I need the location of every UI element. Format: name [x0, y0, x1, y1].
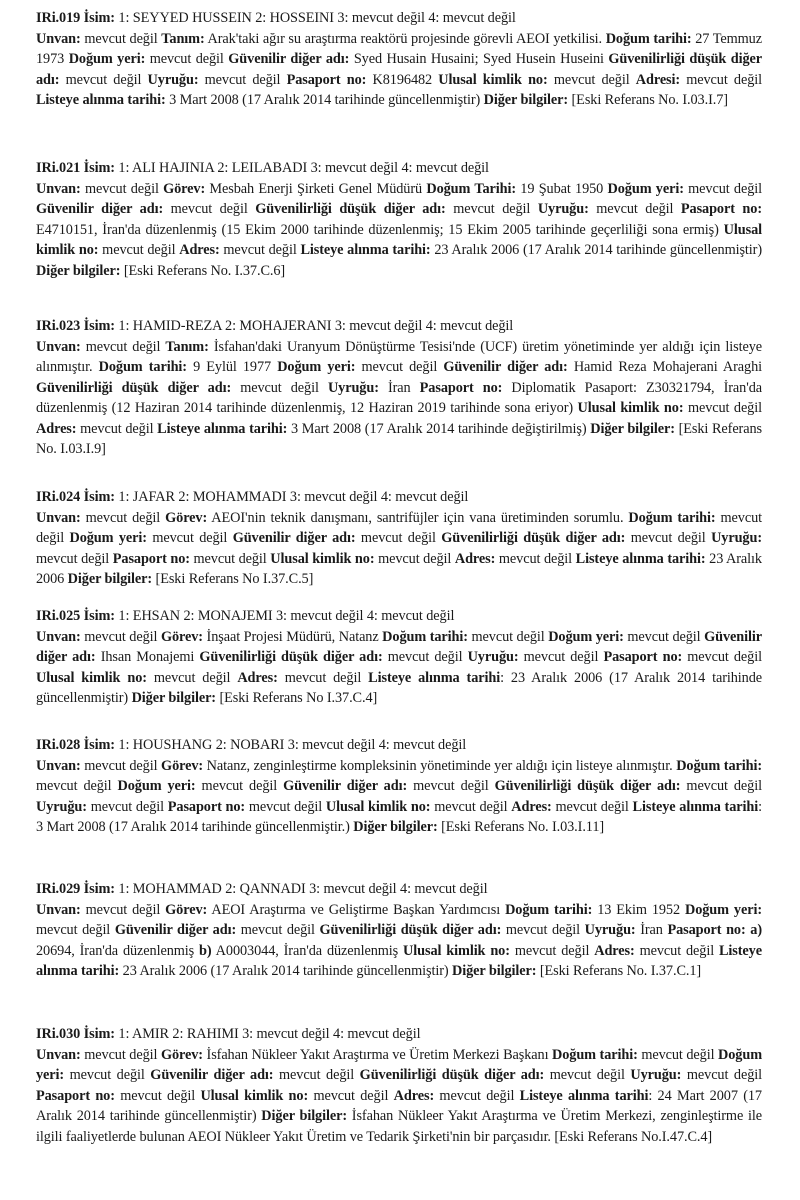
field-label: Adresi: [635, 71, 681, 88]
entry-heading [36, 8, 762, 29]
field-label: Listeye alınma tarihi [519, 1087, 649, 1104]
field-label: Tanım: [161, 30, 205, 47]
field-value: mevcut değil [637, 1046, 719, 1063]
field-label: Pasaport no: [680, 201, 762, 217]
field-value: 9 Eylül 1977 [186, 359, 278, 375]
field-label: IRi.025 İsim: [36, 608, 115, 624]
entry-iri-023 [36, 316, 762, 460]
field-value: 1: JAFAR 2: MOHAMMADI 3: mevcut değil 4: mevcut değil [114, 489, 469, 505]
entry-body [36, 627, 762, 709]
field-label: Listeye alınma tarihi: [300, 242, 431, 258]
field-value: mevcut değil [80, 628, 161, 645]
field-value: mevcut değil [467, 628, 549, 645]
field-value: mevcut değil [231, 379, 328, 396]
field-label: Ulusal kimlik no: [270, 550, 375, 567]
field-label: Görev: [163, 180, 206, 197]
field-value: İsfahan Nükleer Yakıt Araştırma ve Üretim Merkezi, zenginleştirme ile ilgili faaliyetlerde bulunan AEOI Nükleer Yakıt Üretim ve Tedarik Şirketi'nin bir parçasıdır. [Eski Referans No.I.47.C.4] [36, 1108, 762, 1145]
entry-heading [36, 606, 762, 627]
field-label: Güvenilir diğer adı: [232, 530, 356, 546]
field-label: Unvan: [36, 509, 81, 526]
field-value: mevcut değil [680, 71, 762, 88]
field-value: 19 Şubat 1950 [516, 180, 608, 197]
field-label: Unvan: [36, 901, 81, 918]
field-label: Güvenilirliği düşük diğer adı: [494, 778, 681, 794]
field-label: Güvenilir diğer adı: [36, 201, 164, 217]
field-label: Diğer bilgiler: [131, 690, 216, 706]
field-label: Diğer bilgiler: [590, 420, 675, 437]
field-label: Güvenilirliği düşük diğer adı: [199, 649, 383, 665]
entry-iri-028 [36, 735, 762, 838]
field-label: Listeye alınma tarihi [632, 798, 759, 815]
field-label: Adres: [393, 1087, 435, 1104]
field-value: AEOI Araştırma ve Geliştirme Başkan Yardımcısı [207, 901, 506, 918]
field-label: IRi.030 İsim: [36, 1026, 115, 1042]
entry-body [36, 337, 762, 460]
field-label: Unvan: [36, 180, 81, 197]
field-value: mevcut değil [509, 942, 595, 959]
field-value: mevcut değil [86, 798, 168, 815]
field-value: Hamid Reza Mohajerani Araghi [567, 359, 763, 375]
field-value: 20694, İran'da düzenlenmiş [36, 942, 200, 959]
field-label: IRi.019 İsim: [36, 10, 115, 26]
field-value: mevcut değil [382, 649, 468, 665]
field-label: Listeye alınma tarihi: [575, 550, 706, 567]
field-value: mevcut değil [374, 550, 455, 567]
field-label: Görev: [161, 757, 204, 774]
field-label: Doğum yeri: [68, 51, 146, 67]
field-value: 1: SEYYED HUSSEIN 2: HOSSEINI 3: mevcut değil 4: mevcut değil [114, 10, 516, 26]
field-label: Güvenilirliği düşük diğer adı: [36, 379, 232, 396]
field-label: IRi.021 İsim: [36, 160, 115, 176]
field-label: Güvenilirliği düşük diğer adı: [36, 51, 763, 88]
field-value: mevcut değil [430, 798, 512, 815]
field-value: [Eski Referans No. I.03.I.9] [36, 420, 762, 457]
field-value: İran [378, 379, 420, 396]
field-label: Ulusal kimlik no: [438, 71, 548, 88]
entry-iri-025 [36, 606, 762, 709]
field-label: Adres: [36, 420, 77, 437]
field-value: mevcut değil [80, 338, 166, 355]
field-label: Uyruğu: [327, 379, 379, 396]
field-label: Güvenilirliği düşük diğer adı: [441, 530, 626, 546]
field-value: mevcut değil [547, 71, 636, 88]
field-value: İnşaat Projesi Müdürü, Natanz [202, 628, 383, 645]
field-value: mevcut değil [273, 1067, 360, 1083]
field-value: mevcut değil [146, 530, 233, 546]
field-value: mevcut değil [80, 509, 166, 526]
field-value: mevcut değil [434, 1087, 520, 1104]
field-value: A0003044, İran'da düzenlenmiş [211, 942, 404, 959]
field-label: Pasaport no: [286, 71, 367, 88]
field-value: Diplomatik Pasaport: Z30321794, İran'da düzenlenmiş (12 Haziran 2014 tarihinde düzenlenmiş, 12 Haziran 2019 tarihinde sona eriyor) [36, 379, 762, 416]
field-value: Mesbah Enerji Şirketi Genel Müdürü [205, 180, 427, 197]
field-value: Arak'taki ağır su araştırma reaktörü projesinde görevli AEOI yetkilisi. [204, 30, 606, 47]
field-value: mevcut değil [277, 669, 369, 686]
entry-body [36, 756, 762, 838]
field-value: mevcut değil [219, 242, 301, 258]
field-label: Unvan: [36, 30, 81, 47]
field-value: mevcut değil [114, 1087, 201, 1104]
field-label: Pasaport no: [36, 1087, 115, 1104]
field-value: 23 Aralık 2006 [36, 550, 762, 587]
field-label: a) [750, 922, 762, 938]
field-label: Doğum yeri: [548, 628, 624, 645]
entry-iri-021 [36, 158, 762, 281]
field-label: Diğer bilgiler: [67, 571, 153, 587]
field-label: Uyruğu: [467, 649, 519, 665]
field-value: mevcut değil [544, 1067, 631, 1083]
field-label: IRi.028 İsim: [36, 737, 115, 753]
field-value: mevcut değil [36, 922, 115, 938]
field-value: Syed Husain Husaini; Syed Husein Huseini [349, 51, 609, 67]
field-value: mevcut değil [36, 550, 113, 567]
field-value: : 24 Mart 2007 (17 Aralık 2014 tarihinde güncellenmiştir) [36, 1087, 762, 1124]
field-value: 23 Aralık 2006 (17 Aralık 2014 tarihinde güncellenmiştir) [119, 963, 452, 979]
field-value: 1: ALI HAJINIA 2: LEILABADI 3: mevcut değil 4: mevcut değil [114, 160, 489, 176]
field-value: [Eski Referans No. I.37.C.1] [536, 963, 702, 979]
field-value: 1: HAMID-REZA 2: MOHAJERANI 3: mevcut değil 4: mevcut değil [114, 318, 514, 334]
field-label: Adres: [594, 942, 635, 959]
field-value: mevcut değil [355, 359, 444, 375]
field-value: [Eski Referans No. I.03.I.11] [437, 819, 605, 835]
field-value: 1: MOHAMMAD 2: QANNADI 3: mevcut değil 4: mevcut değil [114, 881, 488, 897]
field-value: 1: HOUSHANG 2: NOBARI 3: mevcut değil 4: mevcut değil [114, 737, 467, 753]
field-value: mevcut değil [36, 509, 762, 546]
entry-iri-024 [36, 487, 762, 590]
field-label: IRi.029 İsim: [36, 881, 115, 897]
field-value: mevcut değil [36, 778, 118, 794]
entry-body [36, 1045, 762, 1148]
field-value: mevcut değil [59, 71, 148, 88]
field-value: mevcut değil [80, 1046, 161, 1063]
field-label: Güvenilir diğer adı: [114, 922, 237, 938]
field-value: E4710151, İran'da düzenlenmiş (15 Ekim 2000 tarihinde düzenlenmiş; 15 Ekim 2005 tarihinde geçerliliği sona ermiş) [36, 221, 724, 238]
field-value: mevcut değil [76, 420, 158, 437]
entry-heading [36, 1024, 762, 1045]
field-value: mevcut değil [683, 180, 762, 197]
field-label: Güvenilirliği düşük diğer adı: [359, 1067, 545, 1083]
field-label: Ulusal kimlik no: [36, 669, 147, 686]
entry-iri-029 [36, 879, 762, 982]
field-value: mevcut değil [146, 669, 238, 686]
field-label: Uyruğu: [711, 530, 762, 546]
field-label: Doğum tarihi: [676, 757, 762, 774]
field-value: 1: EHSAN 2: MONAJEMI 3: mevcut değil 4: mevcut değil [114, 608, 455, 624]
field-label: Doğum tarihi: [552, 1046, 638, 1063]
field-value: Ihsan Monajemi [95, 649, 200, 665]
field-value: mevcut değil [198, 71, 287, 88]
field-value: mevcut değil [163, 201, 256, 217]
entry-iri-030 [36, 1024, 762, 1147]
entry-heading [36, 735, 762, 756]
field-label: Uyruğu: [537, 201, 589, 217]
field-value: mevcut değil [623, 628, 705, 645]
field-label: Doğum yeri: [684, 901, 763, 918]
field-label: Güvenilir diğer adı: [283, 778, 408, 794]
field-label: Doğum tarihi: [505, 901, 593, 918]
field-label: Görev: [160, 628, 203, 645]
field-value: mevcut değil [195, 778, 284, 794]
entry-iri-019 [36, 8, 762, 111]
field-value: K8196482 [366, 71, 439, 88]
field-value: mevcut değil [682, 649, 762, 665]
field-label: b) [199, 942, 212, 959]
entry-body [36, 508, 762, 590]
field-value: mevcut değil [551, 798, 633, 815]
field-value: mevcut değil [625, 530, 712, 546]
field-label: Unvan: [36, 757, 81, 774]
entry-heading [36, 487, 762, 508]
field-label: Doğum yeri: [607, 180, 684, 197]
field-value: mevcut değil [189, 550, 271, 567]
field-value: : 3 Mart 2008 (17 Aralık 2014 tarihinde güncellenmiştir.) [36, 798, 762, 835]
field-label: Görev: [165, 509, 208, 526]
field-value: mevcut değil [98, 242, 180, 258]
field-label: Doğum yeri: [69, 530, 147, 546]
field-value: mevcut değil [145, 51, 229, 67]
field-value: 27 Temmuz 1973 [36, 30, 762, 67]
field-value: [Eski Referans No I.37.C.4] [215, 690, 378, 706]
field-label: Pasaport no: [603, 649, 683, 665]
field-value: mevcut değil [495, 550, 576, 567]
field-value: 13 Ekim 1952 [592, 901, 685, 918]
entry-heading [36, 158, 762, 179]
field-value: mevcut değil [355, 530, 442, 546]
field-label: Listeye alınma tarihi [368, 669, 501, 686]
field-label: Pasaport no: [667, 922, 746, 938]
field-label: Diğer bilgiler: [353, 819, 438, 835]
field-value: mevcut değil [634, 942, 719, 959]
field-value: [Eski Referans No. I.03.I.7] [568, 92, 728, 108]
field-value: : 23 Aralık 2006 (17 Aralık 2014 tarihinde güncellenmiştir) [36, 669, 762, 706]
field-label: IRi.024 İsim: [36, 489, 115, 505]
field-label: Doğum tarihi: [98, 359, 187, 375]
field-value: mevcut değil [80, 180, 164, 197]
field-value: mevcut değil [683, 400, 762, 416]
field-label: Unvan: [36, 628, 81, 645]
field-label: Doğum tarihi: [605, 30, 692, 47]
field-label: Diğer bilgiler: [452, 963, 537, 979]
field-label: Güvenilirliği düşük diğer adı: [255, 201, 446, 217]
field-label: Doğum yeri: [277, 359, 356, 375]
field-value: [Eski Referans No. I.37.C.6] [120, 262, 286, 279]
field-value: mevcut değil [80, 757, 162, 774]
field-value: mevcut değil [518, 649, 604, 665]
field-value: İsfahan'daki Uranyum Dönüştürme Tesisi'nde (UCF) üretim yönetiminde yer aldığı için listeye alınmıştır. [36, 338, 762, 375]
field-value: mevcut değil [407, 778, 495, 794]
field-label: Güvenilir diğer adı: [228, 51, 350, 67]
field-label: IRi.023 İsim: [36, 318, 115, 334]
entry-heading [36, 879, 762, 900]
field-value: AEOI'nin teknik danışmanı, santrifüjler için vana üretiminden sorumlu. [207, 509, 629, 526]
field-label: Uyruğu: [630, 1067, 682, 1083]
field-value: İran [635, 922, 668, 938]
field-label: Tanım: [165, 338, 209, 355]
field-label: Doğum tarihi: [382, 628, 468, 645]
field-label: Adres: [511, 798, 552, 815]
field-label: Adres: [179, 242, 220, 258]
field-value: mevcut değil [681, 1067, 762, 1083]
field-value: mevcut değil [245, 798, 326, 815]
field-value: 3 Mart 2008 (17 Aralık 2014 tarihinde değiştirilmiş) [287, 420, 591, 437]
field-value: mevcut değil [64, 1067, 151, 1083]
field-label: Görev: [160, 1046, 203, 1063]
field-label: Adres: [454, 550, 496, 567]
entry-heading [36, 316, 762, 337]
entry-body [36, 900, 762, 982]
field-label: Listeye alınma tarihi: [157, 420, 288, 437]
field-value: mevcut değil [308, 1087, 394, 1104]
field-label: Doğum Tarihi: [426, 180, 517, 197]
field-label: Güvenilir diğer adı: [150, 1067, 274, 1083]
field-label: Ulusal kimlik no: [325, 798, 431, 815]
field-value: İsfahan Nükleer Yakıt Araştırma ve Üretim Merkezi Başkanı [202, 1046, 552, 1063]
entry-body [36, 179, 762, 282]
field-label: Uyruğu: [147, 71, 199, 88]
field-label: Ulusal kimlik no: [577, 400, 684, 416]
field-label: Doğum tarihi: [628, 509, 716, 526]
field-label: Diğer bilgiler: [36, 262, 121, 279]
field-label: Pasaport no: [167, 798, 246, 815]
field-label: Güvenilir diğer adı: [36, 628, 762, 665]
field-label: Diğer bilgiler: [483, 92, 569, 108]
field-label: Adres: [237, 669, 278, 686]
field-label: Pasaport no: [419, 379, 503, 396]
entry-body [36, 29, 762, 111]
field-value: mevcut değil [680, 778, 762, 794]
field-value: Natanz, zenginleştirme kompleksinin yönetiminde yer aldığı için listeye alınmıştır. [203, 757, 677, 774]
field-label: Listeye alınma tarihi: [36, 92, 166, 108]
field-label: Unvan: [36, 1046, 81, 1063]
field-label: Ulusal kimlik no: [36, 221, 762, 258]
field-label: Güvenilirliği düşük diğer adı: [319, 922, 502, 938]
field-label: Pasaport no: [112, 550, 190, 567]
field-value: 23 Aralık 2006 (17 Aralık 2014 tarihinde güncellenmiştir) [430, 242, 762, 258]
field-value: mevcut değil [445, 201, 538, 217]
field-label: Doğum yeri: [36, 1046, 763, 1083]
field-value: 3 Mart 2008 (17 Aralık 2014 tarihinde güncellenmiştir) [165, 92, 484, 108]
field-label: Diğer bilgiler: [261, 1108, 348, 1124]
field-label: Güvenilir diğer adı: [443, 359, 568, 375]
field-label: Doğum yeri: [117, 778, 196, 794]
field-value: mevcut değil [588, 201, 681, 217]
field-label: Listeye alınma tarihi: [36, 942, 762, 979]
field-label: Uyruğu: [36, 798, 87, 815]
field-value: mevcut değil [80, 30, 162, 47]
field-value: mevcut değil [501, 922, 585, 938]
field-label: Uyruğu: [584, 922, 636, 938]
field-value: mevcut değil [80, 901, 166, 918]
field-label: Ulusal kimlik no: [403, 942, 510, 959]
field-label: Unvan: [36, 338, 81, 355]
field-label: Ulusal kimlik no: [200, 1087, 309, 1104]
field-label: Görev: [165, 901, 208, 918]
field-value: 1: AMIR 2: RAHIMI 3: mevcut değil 4: mevcut değil [114, 1026, 421, 1042]
field-value: mevcut değil [236, 922, 320, 938]
field-value: [Eski Referans No I.37.C.5] [152, 571, 314, 587]
